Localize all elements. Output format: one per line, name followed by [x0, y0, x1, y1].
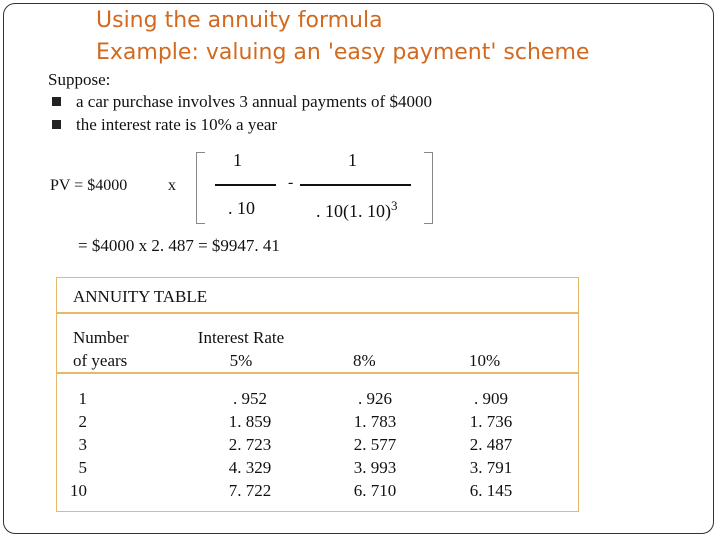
formula-result: = $4000 x 2. 487 = $9947. 41	[78, 236, 280, 255]
table-cell: . 926	[358, 389, 392, 408]
table-cell: 10	[70, 481, 87, 500]
header-8-percent: 8%	[353, 351, 376, 370]
table-cell: 1. 859	[228, 412, 272, 431]
header-col1-line1: Number	[73, 328, 129, 347]
header-col2-line1: Interest Rate	[197, 328, 285, 347]
bullet-square-icon	[52, 120, 61, 129]
fraction2-denominator-base: . 10(1. 10)	[316, 201, 391, 221]
header-interest-rate	[180, 326, 302, 372]
slide-title-line1: Using the annuity formula	[96, 8, 383, 33]
header-10-percent: 10%	[469, 351, 501, 370]
suppose-label: Suppose:	[48, 70, 111, 89]
fraction1-denominator: . 10	[228, 198, 255, 218]
table-cell: 4. 329	[228, 458, 272, 477]
slide-title-line2: Example: valuing an 'easy payment' scheme	[96, 40, 590, 65]
fraction2-bar	[300, 184, 411, 186]
right-bracket	[424, 152, 433, 224]
fraction1-bar	[215, 184, 276, 186]
table-cell: 7. 722	[228, 481, 272, 500]
table-cell: 3. 993	[353, 458, 397, 477]
table-title-divider	[56, 312, 579, 314]
table-cell: 3	[78, 435, 87, 454]
table-cell: 1	[78, 389, 87, 408]
table-cell: . 909	[474, 389, 508, 408]
table-cell: 3. 791	[469, 458, 513, 477]
minus-sign: -	[288, 174, 294, 191]
fraction2-exponent: 3	[391, 198, 398, 213]
header-col2-line2: 5%	[229, 351, 253, 370]
table-cell: 6. 710	[353, 481, 397, 500]
left-bracket	[196, 152, 205, 224]
pv-label: PV = $4000	[50, 177, 128, 194]
table-header-divider	[56, 372, 579, 374]
bullet-square-icon	[52, 97, 61, 106]
header-col1-line2: of years	[73, 351, 128, 370]
fraction2-numerator: 1	[348, 150, 357, 170]
table-cell: 2	[78, 412, 87, 431]
column-rate-5	[215, 387, 285, 502]
header-number-of-years	[73, 326, 129, 372]
times-sign: x	[168, 177, 176, 194]
bullet-text-payments: a car purchase involves 3 annual payments of $4000	[76, 92, 432, 111]
column-rate-8	[340, 387, 410, 502]
table-cell: 5	[78, 458, 87, 477]
fraction1-numerator: 1	[233, 150, 242, 170]
column-years	[60, 387, 87, 502]
table-title: ANNUITY TABLE	[73, 287, 208, 306]
column-rate-10	[456, 387, 526, 502]
table-cell: 1. 736	[469, 412, 513, 431]
table-cell: 2. 577	[353, 435, 397, 454]
table-cell: 2. 487	[469, 435, 513, 454]
table-cell: 2. 723	[228, 435, 272, 454]
fraction2-denominator	[316, 198, 398, 222]
table-cell: 1. 783	[353, 412, 397, 431]
table-cell: 6. 145	[469, 481, 513, 500]
table-cell: . 952	[233, 389, 267, 408]
bullet-text-interest: the interest rate is 10% a year	[76, 115, 278, 134]
